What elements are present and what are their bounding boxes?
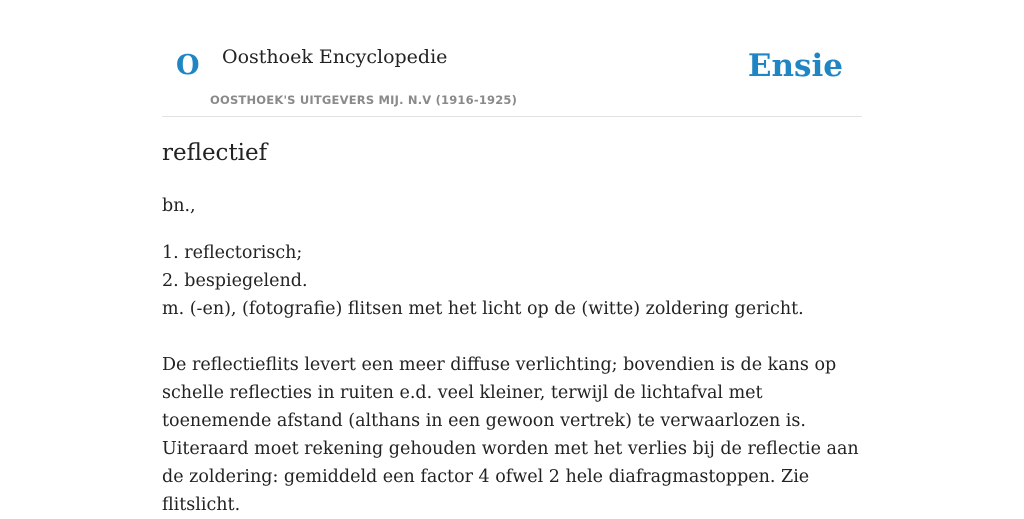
definitions xyxy=(162,239,804,323)
site-header xyxy=(162,0,862,117)
entry-paragraph: De reflectieflits levert een meer diffuse verlichting; bovendien is de kans op schelle reflecties in ruiten e.d. veel kleiner, terwijl de lichtafval met toenemende afstand (althans in een gewoon vertrek) te verwaarlozen is. Uiteraard moet rekening gehouden worden met het verlies bij de reflectie aan de zoldering: gemiddeld een factor 4 ofwel 2 hele diafragmastoppen. Zie flitslicht. xyxy=(162,355,859,515)
site-logo[interactable]: O xyxy=(176,50,200,81)
part-of-speech: bn., xyxy=(162,196,196,216)
definition-line: 1. reflectorisch; xyxy=(162,243,303,263)
definition-line: m. (-en), (fotografie) flitsen met het licht op de (witte) zoldering gericht. xyxy=(162,299,804,319)
definition-line: 2. bespiegelend. xyxy=(162,271,308,291)
entry-title: reflectief xyxy=(162,140,268,166)
site-subtitle: OOSTHOEK'S UITGEVERS MIJ. N.V (1916-1925) xyxy=(210,93,518,107)
page-container xyxy=(162,0,862,515)
site-title[interactable]: Oosthoek Encyclopedie xyxy=(222,46,448,68)
brand-logo[interactable]: Ensie xyxy=(747,48,843,84)
